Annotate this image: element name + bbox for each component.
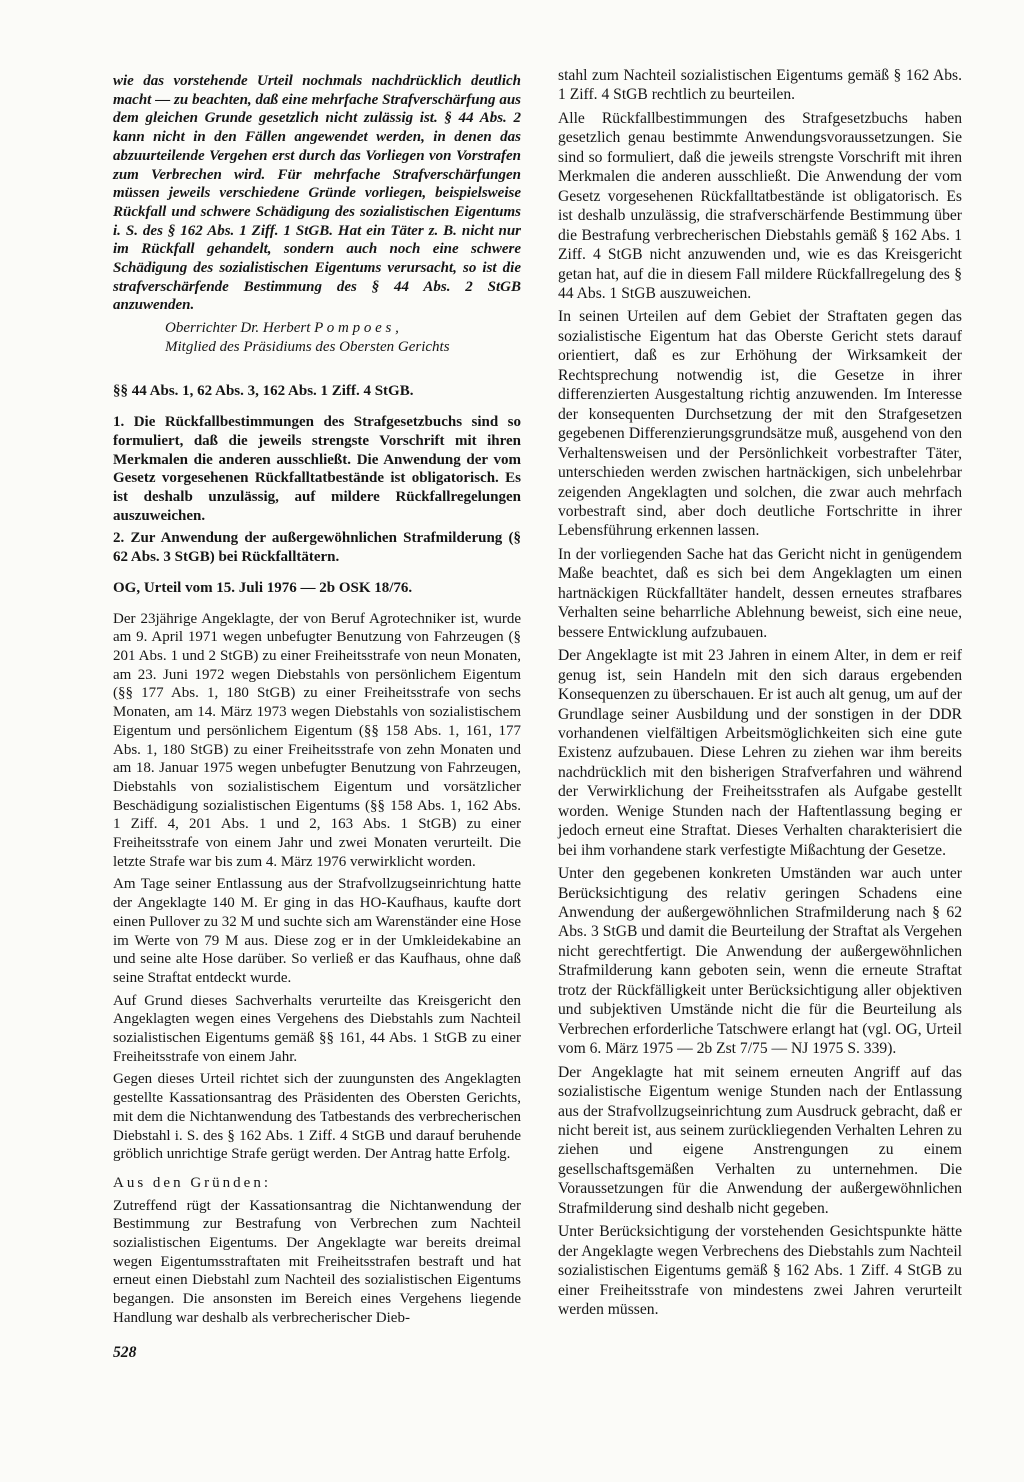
headnote-1: 1. Die Rückfallbestimmungen des Strafgesetzbuchs sind so formuliert, daß die jeweils strengste Vorschrift mit ihren Merkmalen die anderen ausschließt. Die Anwendung der vom Gesetz vorgesehenen Rückfalltatbestände ist obligatorisch. Es ist deshalb unzulässig, auf mildere Rückfallregelungen auszuweichen. bbox=[113, 414, 521, 524]
body-paragraph: Am Tage seiner Entlassung aus der Strafvollzugseinrichtung hatte der Angeklagte 140 M. Er ging in das HO-Kaufhaus, kaufte dort einen Pullover zu 32 M und suchte sich am Warenständer eine Hose im Werte von 79 M aus. Diese zog er in der Umkleidekabine an und seine alte Hose darüber. So verließ er das Kaufhaus, ohne daß seine Straftat entdeckt wurde. bbox=[113, 876, 521, 986]
body-paragraph: Auf Grund dieses Sachverhalts verurteilte das Kreisgericht den Angeklagten wegen eines Vergehens des Diebstahls zum Nachteil sozialistischen Eigentums gemäß §§ 161, 44 Abs. 1 StGB zu einer Freiheitsstrafe von einem Jahr. bbox=[113, 992, 521, 1065]
case-citation: OG, Urteil vom 15. Juli 1976 — 2b OSK 18/76. bbox=[113, 579, 413, 596]
body-paragraph: In seinen Urteilen auf dem Gebiet der Straftaten gegen das sozialistische Eigentum hat das Oberste Gericht stets darauf orientiert, daß es zur Erhöhung der Wirksamkeit der Rechtsprechung notwendig ist, die Gesetze in ihrer differenzierten Ausgestaltung richtig anzuwenden. Im Interesse der konsequenten Durchsetzung der mit den Strafgesetzen gegebenen Differenzierungsgrundsätze muß, ausgehend von den Verhaltensweisen und der Persönlichkeit vorbestrafter Täter, unterschieden werden zwischen hartnäckigen, sich unbelehrbar zeigenden Angeklagten und solchen, die zwar auch mehrfach vorbestraft sind, aber doch deutliche Fortschritte in ihrer Lebensführung erkennen lassen. bbox=[558, 308, 962, 540]
author-name: Oberrichter Dr. Herbert P o m p o e s , bbox=[165, 320, 399, 337]
body-paragraph: Gegen dieses Urteil richtet sich der zuungunsten des Angeklagten gestellte Kassationsantrag des Präsidenten des Obersten Gerichts, mit dem die Nichtanwendung des Tatbestands des verbrecherischen Diebstahl i. S. des § 162 Abs. 1 Ziff. 4 StGB und darauf beruhende gröblich unrichtige Strafe gerügt werden. Der Antrag hatte Erfolg. bbox=[113, 1071, 521, 1163]
statute-reference: §§ 44 Abs. 1, 62 Abs. 3, 162 Abs. 1 Ziff. 4 StGB. bbox=[113, 382, 414, 399]
section-heading: Aus den Gründen: bbox=[113, 1174, 271, 1191]
body-paragraph: In der vorliegenden Sache hat das Gericht nicht in genügendem Maße beachtet, daß es sich bei dem Angeklagten um einen hartnäckigen Rückfalltäter handelt, dessen erneutes strafbares Verhalten seine beharrliche Ablehnung beweist, sich eine neue, bessere Entwicklung aufzubauen. bbox=[558, 545, 962, 641]
author-position: Mitglied des Präsidiums des Obersten Gerichts bbox=[165, 338, 450, 355]
body-paragraph: Alle Rückfallbestimmungen des Strafgesetzbuchs haben gesetzlich genau bestimmte Anwendungsvoraussetzungen. Sie sind so formuliert, daß die jeweils strengste Vorschrift mit ihren Merkmalen die anderen ausschließt. Die Anwendung der vom Gesetz vorgesehenen Rückfalltatbestände ist obligatorisch. Es ist deshalb unzulässig, die strafverschärfende Bestimmung über die Bestrafung verbrecherischen Diebstahls gemäß § 162 Abs. 1 Ziff. 4 StGB nicht anzuwenden und, wie es das Kreisgericht getan hat, auf die in diesem Fall mildere Rückfallregelung des § 44 Abs. 1 StGB auszuweichen. bbox=[558, 109, 962, 302]
body-paragraph: Der Angeklagte ist mit 23 Jahren in einem Alter, in dem er reif genug ist, sein Handeln mit den sich daraus ergebenden Konsequenzen zu überschauen. Er ist auch alt genug, um auf der Grundlage seiner Ausbildung und der sonstigen in der DDR vorhandenen vielfältigen Arbeitsmöglichkeiten sich eine gute Existenz aufzubauen. Diese Lehren zu ziehen war ihm bereits nachdrücklich mit den bisherigen Strafverfahren und während der Verwirklichung der Freiheitsstrafen als Aufgabe gestellt worden. Wenige Stunden nach der Haftentlassung beging er jedoch erneut eine Straftat. Dieses Verhalten charakterisiert die bei ihm vorhandene stark verfestigte Mißachtung der Gesetze. bbox=[558, 647, 962, 859]
right-column bbox=[558, 66, 962, 1320]
headnote-2: 2. Zur Anwendung der außergewöhnlichen Strafmilderung (§ 62 Abs. 3 StGB) bei Rückfalltätern. bbox=[113, 530, 521, 566]
page-number: 528 bbox=[113, 1344, 137, 1361]
author-signature bbox=[113, 319, 521, 356]
left-column bbox=[113, 72, 521, 1328]
body-paragraph: Unter Berücksichtigung der vorstehenden Gesichtspunkte hätte der Angeklagte wegen Verbrechens des Diebstahls zum Nachteil sozialistischen Eigentums gemäß § 162 Abs. 1 Ziff. 4 StGB zu einer Freiheitsstrafe von mindestens zwei Jahren verurteilt werden müssen. bbox=[558, 1223, 962, 1319]
body-paragraph: Der 23jährige Angeklagte, der von Beruf Agrotechniker ist, wurde am 9. April 1971 wegen unbefugter Benutzung von Fahrzeugen (§ 201 Abs. 1 und 2 StGB) zu einer Freiheitsstrafe von neun Monaten, am 23. Juni 1972 wegen Diebstahls von persönlichem Eigentum (§§ 177 Abs. 1, 180 StGB) zu einer Freiheitsstrafe von sechs Monaten, am 14. März 1973 wegen Diebstahls von sozialistischem Eigentum und persönlichem Eigentum (§§ 158 Abs. 1, 161, 177 Abs. 1, 180 StGB) zu einer Freiheitsstrafe von zehn Monaten und am 18. Januar 1975 wegen unbefugter Benutzung von Fahrzeugen, Diebstahls von sozialistischem Eigentum und vorsätzlicher Beschädigung sozialistischen Eigentums (§§ 158 Abs. 1, 162 Abs. 1 Ziff. 4, 201 Abs. 1 und 2, 163 Abs. 1 StGB) zu einer Freiheitsstrafe von einem Jahr und zwei Monaten verurteilt. Die letzte Strafe war bis zum 4. März 1976 verwirklicht worden. bbox=[113, 610, 521, 870]
body-paragraph: Unter den gegebenen konkreten Umständen war auch unter Berücksichtigung des relativ geringen Schadens eine Anwendung der außergewöhnlichen Strafmilderung nach § 62 Abs. 3 StGB und damit die Beurteilung der Straftat als Vergehen nicht gerechtfertigt. Die Anwendung der außergewöhnlichen Strafmilderung kann geboten sein, wenn die erneute Straftat trotz der Rückfälligkeit unter Berücksichtigung aller objektiven und subjektiven Umstände nicht die für die Beurteilung als Verbrechen erforderliche Tatschwere erlangt hat (vgl. OG, Urteil vom 6. März 1975 — 2b Zst 7/75 — NJ 1975 S. 339). bbox=[558, 865, 962, 1058]
body-paragraph: Der Angeklagte hat mit seinem erneuten Angriff auf das sozialistische Eigentum wenige Stunden nach der Entlassung aus der Strafvollzugseinrichtung zum Ausdruck gebracht, daß er nicht bereit ist, aus seinem zurückliegenden Verhalten Lehren zu ziehen und eigene Anstrengungen zu einem gesellschaftsgemäßen Verhalten zu unternehmen. Die Voraussetzungen für die Anwendung der außergewöhnlichen Strafmilderung sind deshalb nicht gegeben. bbox=[558, 1063, 962, 1217]
commentary-conclusion: wie das vorstehende Urteil nochmals nachdrücklich deutlich macht — zu beachten, daß eine mehrfache Strafverschärfung aus dem gleichen Grunde gesetzlich nicht zulässig ist. § 44 Abs. 2 kann nicht in den Fällen angewendet werden, in denen das abzuurteilende Vergehen erst durch das Vorliegen von Vorstrafen zum Verbrechen wird. Für mehrfache Strafverschärfungen müssen jeweils verschiedene Gründe vorliegen, beispielsweise Rückfall und schwere Schädigung des sozialistischen Eigentums i. S. des § 162 Abs. 1 Ziff. 1 StGB. Hat ein Täter z. B. nicht nur im Rückfall gehandelt, sondern auch noch eine schwere Schädigung des sozialistischen Eigentums verursacht, so ist die strafverschärfende Bestimmung des § 44 Abs. 2 StGB anzuwenden. bbox=[113, 73, 521, 314]
body-paragraph: stahl zum Nachteil sozialistischen Eigentums gemäß § 162 Abs. 1 Ziff. 4 StGB rechtlich zu beurteilen. bbox=[558, 67, 962, 104]
body-paragraph: Zutreffend rügt der Kassationsantrag die Nichtanwendung der Bestimmung zur Bestrafung von Verbrechen zum Nachteil sozialistischen Eigentums. Der Angeklagte war bereits dreimal wegen Eigentumsstraftaten mit Freiheitsstrafen bestraft und hat erneut einen Diebstahl zum Nachteil des sozialistischen Eigentums begangen. Die ansonsten im Bereich eines Vergehens liegende Handlung war deshalb als verbrecherischer Dieb- bbox=[113, 1197, 521, 1326]
